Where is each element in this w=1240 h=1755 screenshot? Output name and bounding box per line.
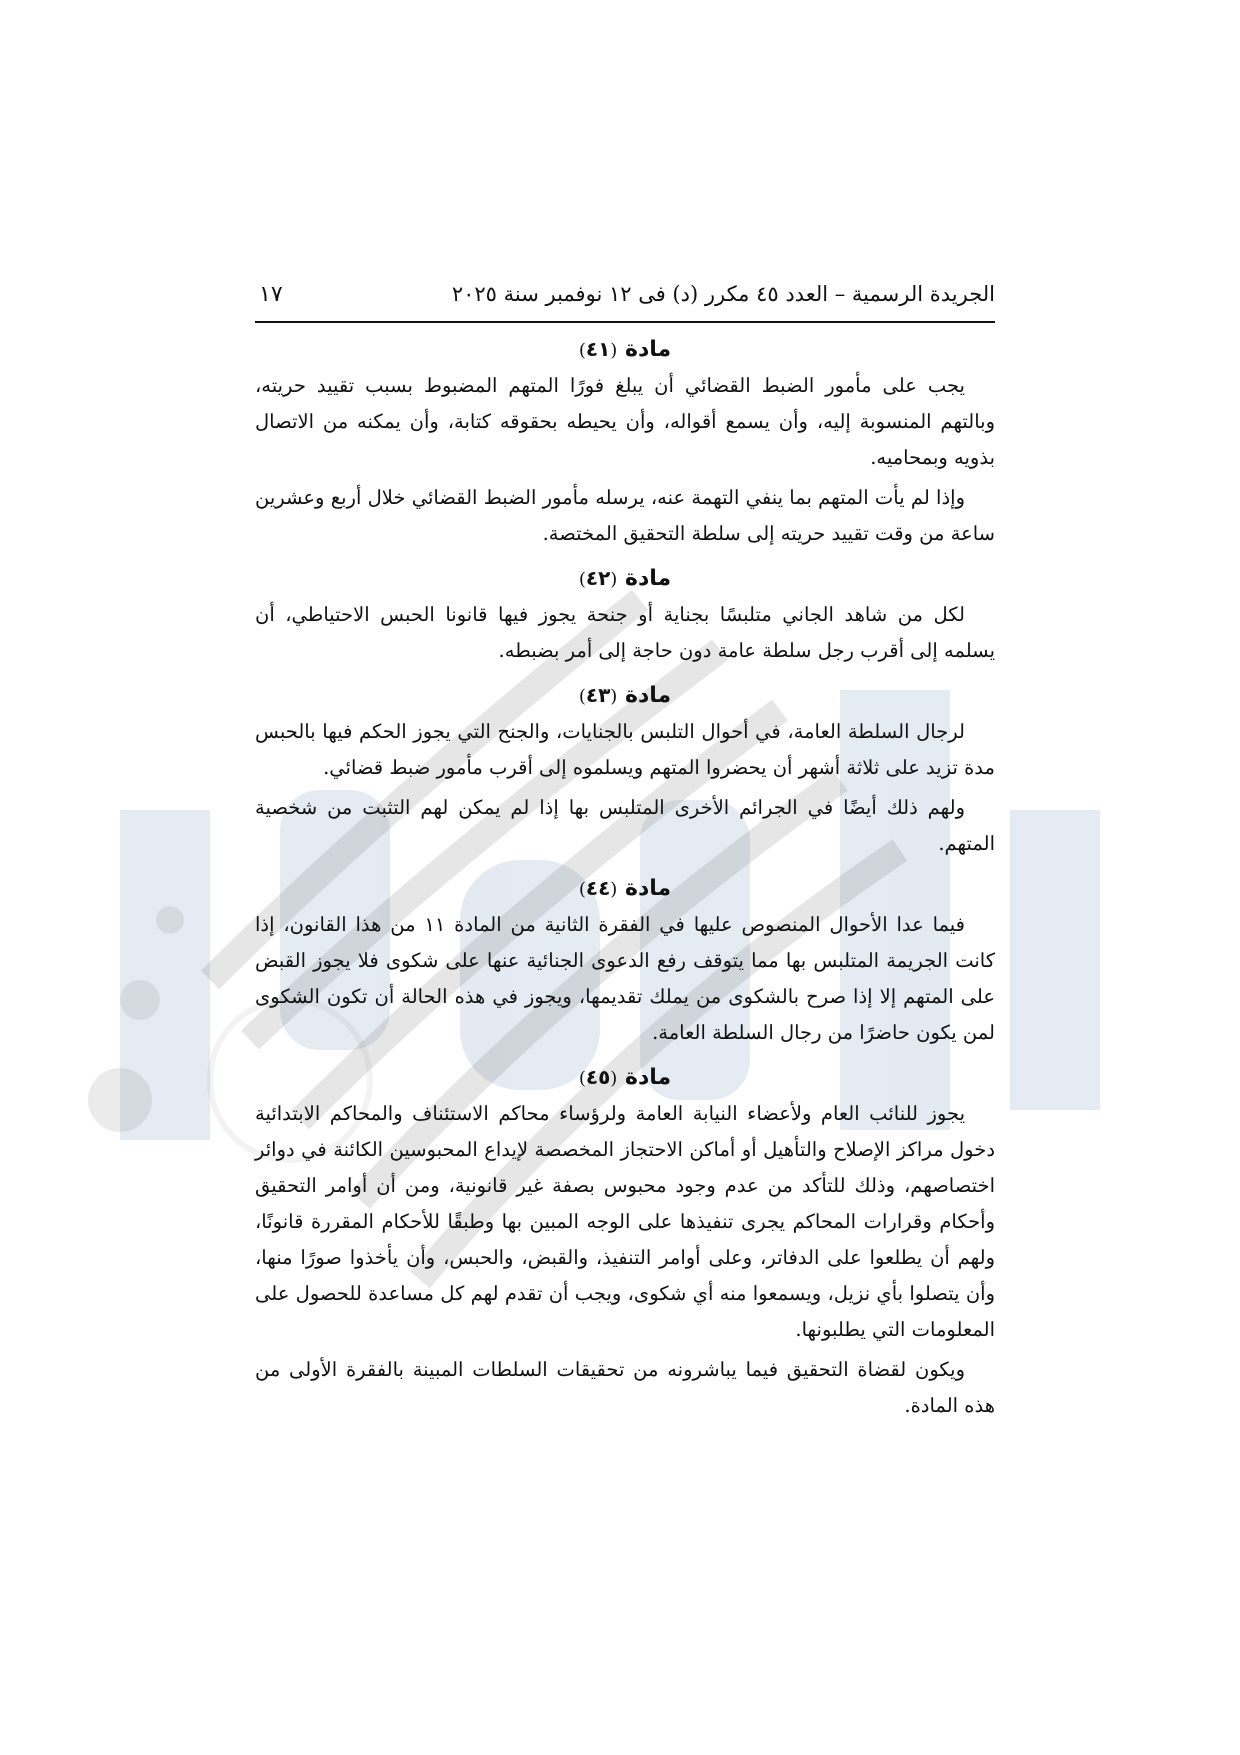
article-label: مادة: [624, 337, 672, 362]
article-paragraph: وإذا لم يأت المتهم بما ينفي التهمة عنه، يرسله مأمور الضبط القضائي خلال أربع وعشرين ساعة من وقت تقييد حريته إلى سلطة التحقيق المختصة.: [255, 486, 995, 545]
article-heading: مادة (٤٤): [578, 876, 672, 901]
article-paragraph: لكل من شاهد الجاني متلبسًا بجناية أو جنحة يجوز فيها قانونا الحبس الاحتياطي، أن يسلمه إلى أقرب رجل سلطة عامة دون حاجة إلى أمر بضبطه.: [255, 603, 995, 662]
page-header: [255, 282, 995, 323]
gazette-page: [255, 282, 995, 1428]
article-heading: مادة (٤١): [578, 337, 672, 362]
article-heading: مادة (٤٢): [578, 566, 672, 591]
article-paragraph: فيما عدا الأحوال المنصوص عليها في الفقرة الثانية من المادة ١١ من هذا القانون، إذا كانت الجريمة المتلبس بها مما يتوقف رفع الدعوى الجنائية عنها على شكوى فلا يجوز القبض على المتهم إلا إذا صرح بالشكوى من يملك تقديمها، ويجوز في هذه الحالة أن تكون الشكوى لمن يكون حاضرًا من رجال السلطة العامة.: [255, 913, 995, 1044]
article-label: مادة: [624, 876, 672, 901]
article-paragraph: يجوز للنائب العام ولأعضاء النيابة العامة ولرؤساء محاكم الاستئناف والمحاكم الابتدائية دخول مراكز الإصلاح والتأهيل أو أماكن الاحتجاز المخصصة لإيداع المحبوسين الكائنة في دوائر اختصاصهم، وذلك للتأكد من عدم وجود محبوس بصفة غير قانونية، ومن أن أوامر التحقيق وأحكام وقرارات المحاكم يجرى تنفيذها على الوجه المبين بها وطبقًا للأحكام المقررة قانونًا، ولهم أن يطلعوا على الدفاتر، وعلى أوامر التنفيذ، والقبض، والحبس، وأن يأخذوا صورًا منها، وأن يتصلوا بأي نزيل، ويسمعوا منه أي شكوى، ويجب أن تقدم لهم كل مساعدة للحصول على المعلومات التي يطلبونها.: [255, 1102, 995, 1341]
article-paragraph: لرجال السلطة العامة، في أحوال التلبس بالجنايات، والجنح التي يجوز الحكم فيها بالحبس مدة تزيد على ثلاثة أشهر أن يحضروا المتهم ويسلموه إلى أقرب مأمور ضبط قضائي.: [255, 720, 995, 779]
article-paragraph: يجب على مأمور الضبط القضائي أن يبلغ فورًا المتهم المضبوط بسبب تقييد حريته، وبالتهم المنسوبة إليه، وأن يسمع أقواله، وأن يحيطه بحقوقه كتابة، وأن يمكنه من الاتصال بذويه وبمحاميه.: [255, 374, 995, 469]
article-heading: مادة (٤٣): [578, 683, 672, 708]
article-paragraph: ولهم ذلك أيضًا في الجرائم الأخرى المتلبس بها إذا لم يمكن لهم التثبت من شخصية المتهم.: [255, 796, 995, 855]
article-label: مادة: [624, 1065, 672, 1090]
article-number: ٤٢: [585, 566, 611, 590]
article-42: [255, 566, 995, 669]
article-41: [255, 337, 995, 552]
article-number: ٤٣: [585, 683, 611, 707]
article-paragraph: ويكون لقضاة التحقيق فيما يباشرونه من تحقيقات السلطات المبينة بالفقرة الأولى من هذه المادة.: [255, 1358, 995, 1417]
article-number: ٤٤: [585, 876, 611, 900]
article-43: [255, 683, 995, 862]
article-number: ٤١: [585, 337, 611, 361]
article-heading: مادة (٤٥): [578, 1065, 672, 1090]
article-label: مادة: [624, 683, 672, 708]
page-number: ١٧: [259, 282, 283, 307]
article-45: [255, 1065, 995, 1424]
article-44: [255, 876, 995, 1051]
article-number: ٤٥: [585, 1065, 611, 1089]
article-label: مادة: [624, 566, 672, 591]
gazette-header-title: الجريدة الرسمية – العدد ٤٥ مكرر (د) فى ١٢ نوفمبر سنة ٢٠٢٥: [451, 282, 995, 306]
